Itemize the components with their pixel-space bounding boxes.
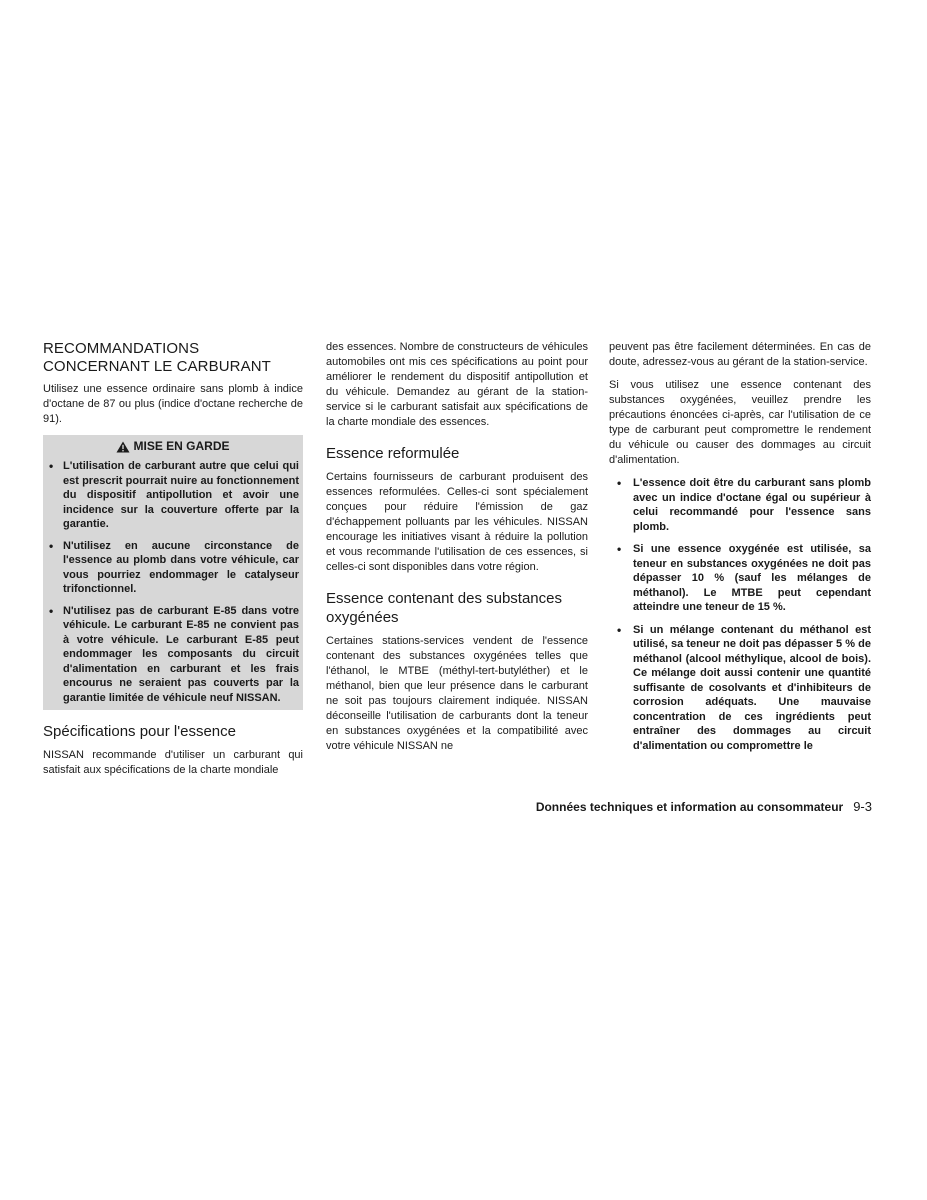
list-item-text: N'utilisez pas de carburant E-85 dans votre véhicule. Le carburant E-85 ne convient pas à votre véhicule. Le carburant E-85 peut endommager les composants du circuit d'alimentation en carburant et les frais encourus ne seraient pas couverts par la garantie limitée de véhicule neuf NISSAN. (63, 604, 299, 704)
warning-box (43, 435, 303, 710)
list-item-text: Si une essence oxygénée est utilisée, sa teneur en substances oxygénées ne doit pas dépasser 10 % (sauf les mélanges de méthanol). Le MTBE peut cependant atteindre une teneur de 15 %. (633, 543, 871, 613)
warning-title (47, 438, 299, 455)
list-item (47, 539, 299, 597)
subheading-oxygenated: Essence contenant des substances oxygénées (326, 590, 562, 626)
warning-list (47, 459, 299, 705)
intro-paragraph: Utilisez une essence ordinaire sans plomb à indice d'octane de 87 ou plus (indice d'octane recherche de 91). (43, 383, 303, 425)
page-number: 9-3 (853, 799, 872, 814)
list-item (609, 542, 871, 615)
bullet-dot-icon: • (617, 622, 622, 637)
warning-triangle-icon (116, 441, 130, 453)
reformulated-paragraph: Certains fournisseurs de carburant produisent des essences reformulées. Celles-ci sont spécialement conçues pour réduire l'émission de gaz d'échappement polluants par les véhicules. NISSAN encourage les initiatives visant à réduire la pollution et vous recommande l'utilisation de ces essences, si celles-ci sont disponibles dans votre région. (326, 471, 588, 573)
bullet-dot-icon: • (49, 603, 54, 618)
bullet-dot-icon: • (49, 459, 54, 473)
list-item (609, 623, 871, 754)
bullet-dot-icon: • (49, 538, 54, 553)
list-item-text: Si un mélange contenant du méthanol est utilisé, sa teneur ne doit pas dépasser 5 % de méthanol (alcool méthylique, alcool de bois). Ce mélange doit aussi contenir une quantité suffisante de cosolvants et d'inhibiteurs de corrosion adéquats. Une mauvaise concentration de ces ingrédients peut entraîner des dommages au circuit d'alimentation ou compromettre le (633, 623, 871, 752)
precautions-paragraph: Si vous utilisez une essence contenant des substances oxygénées, veuillez prendre les précautions énoncées ci-après, car l'utilisation de ce type de carburant peut compromettre le rendement du véhicule ou causer des dommages au circuit d'alimentation. (609, 379, 871, 466)
bullet-dot-icon: • (617, 542, 622, 556)
subheading-reformulated: Essence reformulée (326, 445, 460, 462)
continued-paragraph: des essences. Nombre de constructeurs de véhicules automobiles ont mis ces spécifications au point pour améliorer le rendement du dispositif antipollution et du véhicule. Demandez au gérant de la station-service si le carburant satisfait aux spécifications de la charte mondiale des essences. (326, 341, 588, 428)
subheading-specifications: Spécifications pour l'essence (43, 723, 236, 740)
column-3 (609, 340, 871, 761)
column-1 (43, 340, 303, 786)
list-item-text: L'utilisation de carburant autre que celui qui est prescrit pourrait nuire au fonctionnement du dispositif antipollution et avoir une incidence sur la couverture offerte par la garantie. (63, 460, 299, 530)
section-heading: RECOMMANDATIONS CONCERNANT LE CARBURANT (43, 340, 271, 375)
oxygenated-paragraph: Certaines stations-services vendent de l'essence contenant des substances oxygénées telles que l'éthanol, le MTBE (méthyl-tert-butyléther) et le méthanol, bien que leur présence dans le carburant ne soit pas toujours clairement indiquée. NISSAN déconseille l'utilisation de carburants dont la teneur en substances oxygénées et la compatibilité avec votre véhicule NISSAN ne (326, 635, 588, 752)
spec-paragraph: NISSAN recommande d'utiliser un carburant qui satisfait aux spécifications de la charte mondiale (43, 749, 303, 776)
precautions-list (609, 476, 871, 753)
list-item (609, 476, 871, 534)
column-2 (326, 340, 588, 762)
continued-paragraph: peuvent pas être facilement déterminées. En cas de doute, adressez-vous au gérant de la station-service. (609, 341, 871, 368)
warning-title-text: MISE EN GARDE (133, 439, 230, 453)
list-item (47, 604, 299, 706)
page-footer (536, 799, 872, 814)
list-item-text: L'essence doit être du carburant sans plomb avec un indice d'octane égal ou supérieur à celui recommandé pour l'essence sans plomb. (633, 477, 871, 533)
footer-section-title: Données techniques et information au consommateur (535, 800, 844, 814)
list-item (47, 459, 299, 532)
bullet-dot-icon: • (617, 476, 622, 490)
list-item-text: N'utilisez en aucune circonstance de l'essence au plomb dans votre véhicule, car vous pourriez endommager le catalyseur trifonctionnel. (63, 539, 299, 595)
